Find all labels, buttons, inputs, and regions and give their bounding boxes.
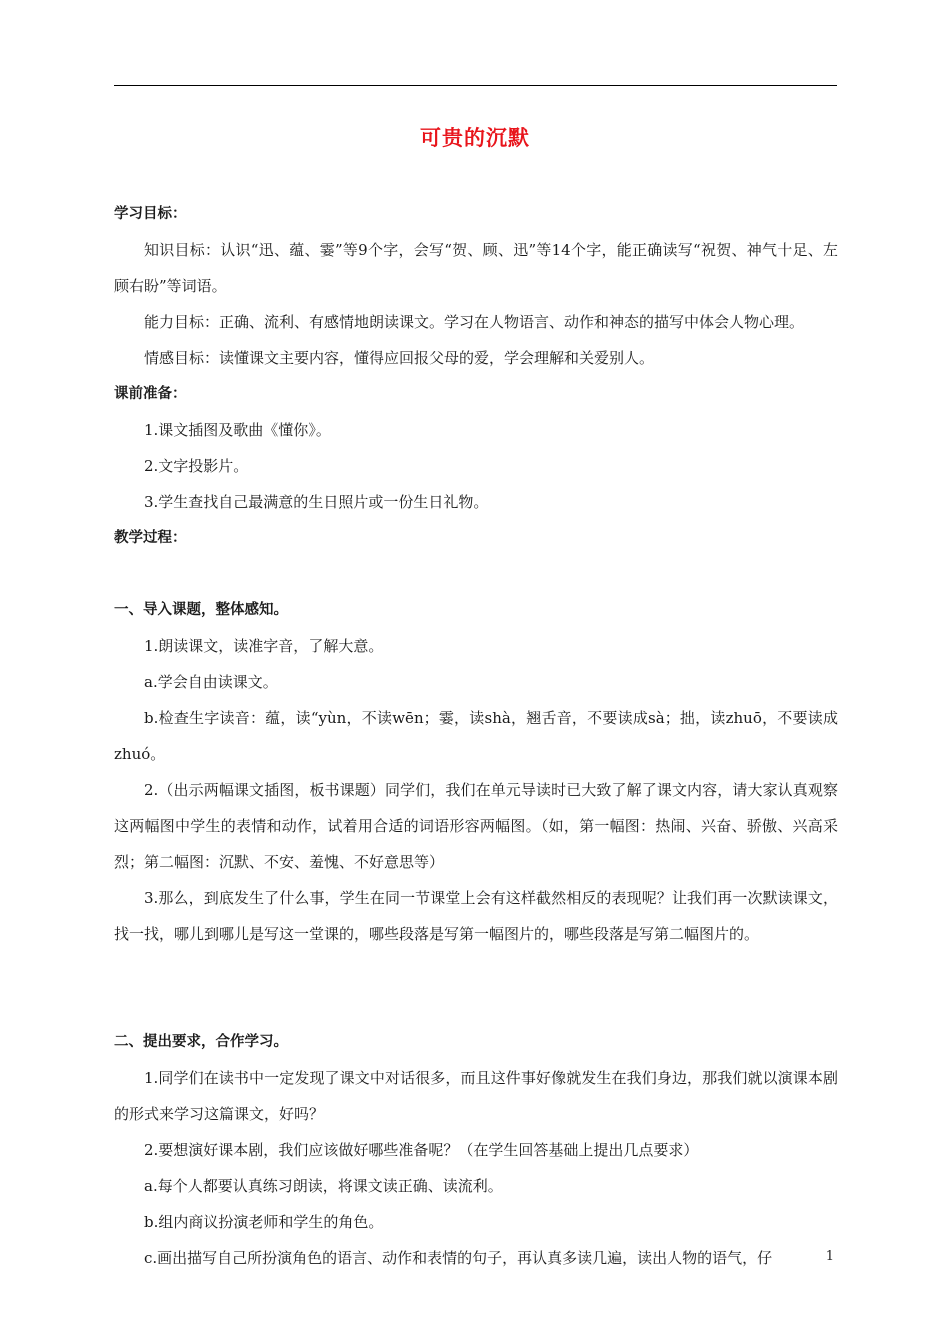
section-heading: 学习目标：: [114, 206, 187, 222]
paragraph: b.检查生字读音：蕴，读“yùn，不读wēn；霎，读shà，翘舌音，不要读成sà；拙，读zhuō，不要读成zhuó。: [114, 709, 838, 763]
paragraph: 1.同学们在读书中一定发现了课文中对话很多，而且这件事好像就发生在我们身边，那我们就以演课本剧的形式来学习这篇课文，好吗？: [114, 1069, 838, 1123]
section-heading: 二、提出要求，合作学习。: [114, 1034, 288, 1050]
section-heading: 课前准备：: [114, 386, 187, 402]
page-number: 1: [825, 1249, 834, 1264]
paragraph: 1.课文插图及歌曲《懂你》。: [144, 421, 331, 439]
section-heading: 一、导入课题，整体感知。: [114, 602, 288, 618]
blank-line: [114, 988, 838, 1024]
paragraph: a.学会自由读课文。: [144, 673, 278, 691]
paragraph: 情感目标：读懂课文主要内容，懂得应回报父母的爱，学会理解和关爱别人。: [144, 349, 655, 367]
paragraph: 2.要想演好课本剧，我们应该做好哪些准备呢？（在学生回答基础上提出几点要求）: [144, 1141, 699, 1159]
document-title: 可贵的沉默: [420, 126, 530, 150]
paragraph: a.每个人都要认真练习朗读，将课文读正确、读流利。: [144, 1177, 503, 1195]
section-heading: 教学过程：: [114, 530, 187, 546]
blank-line: [114, 556, 838, 592]
paragraph: 2.（出示两幅课文插图，板书课题）同学们，我们在单元导读时已大致了解了课文内容，请大家认真观察这两幅图中学生的表情和动作，试着用合适的词语形容两幅图。（如，第一幅图：热闹、兴奋、骄傲、兴高采烈；第二幅图：沉默、不安、羞愧、不好意思等）: [114, 781, 838, 871]
paragraph: 3.那么，到底发生了什么事，学生在同一节课堂上会有这样截然相反的表现呢？让我们再一次默读课文，找一找，哪儿到哪儿是写这一堂课的，哪些段落是写第一幅图片的，哪些段落是写第二幅图片的。: [114, 889, 838, 943]
paragraph: 能力目标：正确、流利、有感情地朗读课文。学习在人物语言、动作和神态的描写中体会人物心理。: [144, 313, 805, 331]
blank-line: [114, 952, 838, 988]
paragraph: b.组内商议扮演老师和学生的角色。: [144, 1213, 384, 1231]
paragraph: 知识目标：认识“迅、蕴、霎”等9个字，会写“贺、顾、迅”等14个字，能正确读写“祝贺、神气十足、左顾右盼”等词语。: [114, 241, 838, 295]
document-body: [114, 196, 838, 1276]
paragraph: 1.朗读课文，读准字音，了解大意。: [144, 637, 384, 655]
paragraph: 3.学生查找自己最满意的生日照片或一份生日礼物。: [144, 493, 489, 511]
paragraph: 2.文字投影片。: [144, 457, 249, 475]
header-rule: [114, 85, 837, 86]
paragraph: c.画出描写自己所扮演角色的语言、动作和表情的句子，再认真多读几遍，读出人物的语气，仔: [144, 1249, 773, 1267]
